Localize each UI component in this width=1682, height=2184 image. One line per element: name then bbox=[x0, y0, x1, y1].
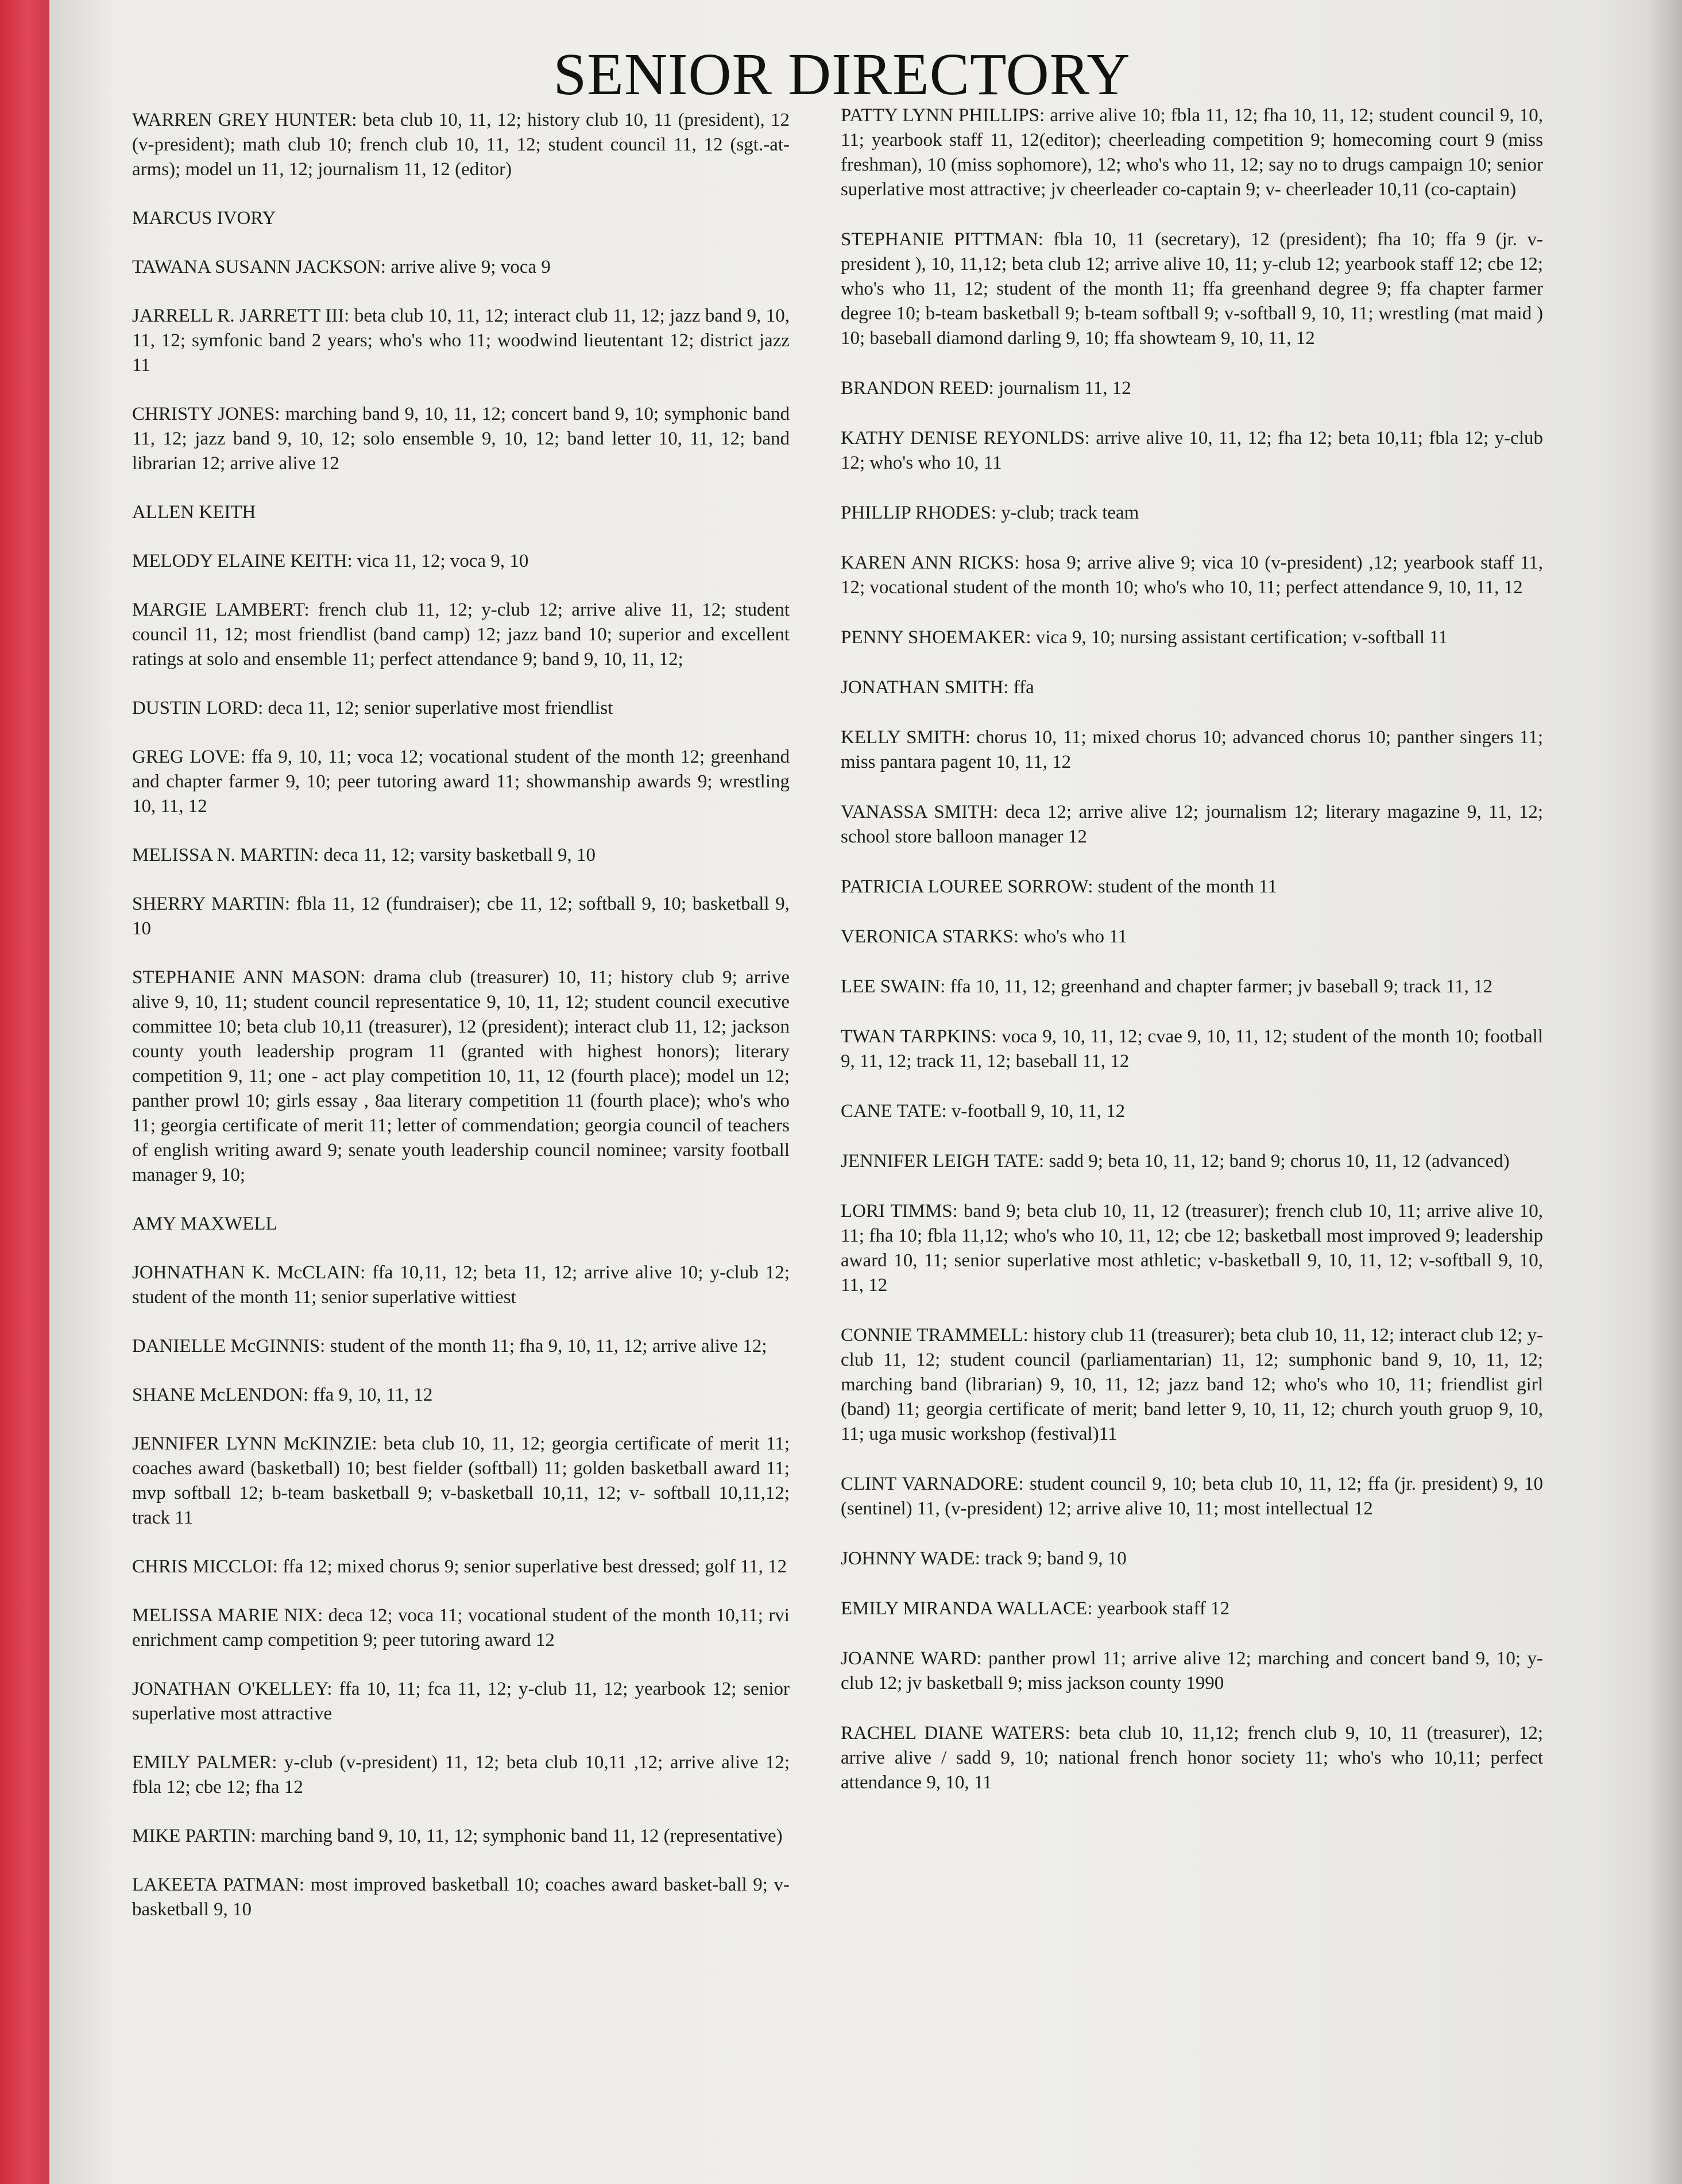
senior-entry bbox=[841, 725, 1543, 775]
senior-entry bbox=[841, 501, 1543, 525]
senior-name: ALLEN KEITH bbox=[132, 502, 256, 523]
senior-entry bbox=[132, 1383, 790, 1408]
senior-activities: ffa 9, 10, 11, 12 bbox=[308, 1385, 433, 1405]
senior-activities: yearbook staff 12 bbox=[1092, 1598, 1230, 1619]
senior-name: STEPHANIE PITTMAN: bbox=[841, 229, 1043, 250]
senior-name: KELLY SMITH: bbox=[841, 727, 970, 748]
senior-activities: ffa 9, 10, 11; voca 12; vocational student of the month 12; greenhand and chapter farmer 9, 10; peer tutoring award 11; showmanship awards 9; wrestling 10, 11, 12 bbox=[132, 747, 790, 817]
senior-activities: v-football 9, 10, 11, 12 bbox=[946, 1101, 1126, 1122]
senior-entry bbox=[841, 1472, 1543, 1521]
senior-activities: y-club (v-president) 11, 12; beta club 10,11 ,12; arrive alive 12; fbla 12; cbe 12; fha 12 bbox=[132, 1752, 790, 1798]
senior-name: TWAN TARPKINS: bbox=[841, 1026, 997, 1047]
senior-activities: beta club 10, 11, 12; history club 10, 11 (president), 12 (v-president); math club 10; french club 10, 11, 12; student council 11, 12 (sgt.-at-arms); model un 11, 12; journalism 11, 12 (editor) bbox=[132, 110, 790, 180]
senior-activities: student of the month 11; fha 9, 10, 11, 12; arrive alive 12; bbox=[325, 1336, 767, 1356]
senior-name: MARCUS IVORY bbox=[132, 208, 276, 229]
senior-entry bbox=[132, 843, 790, 868]
senior-entry bbox=[841, 625, 1543, 650]
senior-entry bbox=[841, 551, 1543, 600]
senior-activities: hosa 9; arrive alive 9; vica 10 (v-president) ,12; yearbook staff 11, 12; vocational student of the month 10; who's who 10, 11; perfect attendance 9, 10, 11, 12 bbox=[841, 552, 1543, 598]
senior-entry bbox=[132, 1677, 790, 1726]
senior-activities: beta club 10, 11,12; french club 9, 10, 11 (treasurer), 12; arrive alive / sadd 9, 10; national french honor society 11; who's who 10,11; perfect attendance 9, 10, 11 bbox=[841, 1723, 1543, 1793]
senior-name: WARREN GREY HUNTER: bbox=[132, 110, 357, 130]
yearbook-page bbox=[49, 0, 1682, 2184]
senior-activities: y-club; track team bbox=[996, 502, 1139, 523]
senior-entry bbox=[132, 745, 790, 819]
right-column bbox=[841, 103, 1543, 1820]
senior-entry bbox=[132, 1750, 790, 1800]
senior-activities: ffa 10,11, 12; beta 11, 12; arrive alive 10; y-club 12; student of the month 11; senior superlative wittiest bbox=[132, 1262, 790, 1308]
senior-entry bbox=[841, 1025, 1543, 1074]
senior-entry bbox=[841, 1721, 1543, 1795]
page-title: SENIOR DIRECTORY bbox=[553, 41, 1131, 107]
senior-name: JONATHAN O'KELLEY: bbox=[132, 1679, 332, 1699]
senior-entry bbox=[841, 925, 1543, 949]
senior-entry bbox=[132, 108, 790, 182]
senior-entry bbox=[841, 1099, 1543, 1124]
senior-entry bbox=[132, 549, 790, 574]
senior-activities: deca 11, 12; senior superlative most friendlist bbox=[263, 698, 613, 718]
senior-name: JENNIFER LYNN McKINZIE: bbox=[132, 1433, 377, 1454]
senior-activities: ffa 10, 11, 12; greenhand and chapter farmer; jv baseball 9; track 11, 12 bbox=[945, 976, 1493, 997]
senior-name: CANE TATE: bbox=[841, 1101, 947, 1122]
senior-name: JOHNATHAN K. McCLAIN: bbox=[132, 1262, 366, 1283]
senior-name: PATRICIA LOUREE SORROW: bbox=[841, 876, 1093, 897]
senior-name: LEE SWAIN: bbox=[841, 976, 946, 997]
senior-entry bbox=[132, 304, 790, 378]
senior-activities: vica 11, 12; voca 9, 10 bbox=[352, 551, 529, 571]
senior-entry bbox=[841, 1646, 1543, 1696]
senior-entry bbox=[841, 975, 1543, 999]
senior-activities: arrive alive 10; fbla 11, 12; fha 10, 11, 12; student council 9, 10, 11; yearbook staff 11, 12(editor); cheerleading competition 9; homecoming court 9 (miss freshman), 10 (miss sophomore), 12; who's who 11, 12; say no to drugs campaign 10; senior superlative most attractive; jv cheerleader co-captain 9; v- cheerleader 10,11 (co-captain) bbox=[841, 105, 1543, 200]
senior-name: EMILY PALMER: bbox=[132, 1752, 277, 1773]
senior-name: JONATHAN SMITH: bbox=[841, 677, 1009, 698]
senior-activities: sadd 9; beta 10, 11, 12; band 9; chorus 10, 11, 12 (advanced) bbox=[1044, 1151, 1510, 1172]
senior-name: DUSTIN LORD: bbox=[132, 698, 264, 718]
senior-name: DANIELLE McGINNIS: bbox=[132, 1336, 326, 1356]
senior-name: EMILY MIRANDA WALLACE: bbox=[841, 1598, 1093, 1619]
senior-name: PENNY SHOEMAKER: bbox=[841, 627, 1031, 648]
senior-activities: most improved basketball 10; coaches award basket-ball 9; v-basketball 9, 10 bbox=[132, 1874, 790, 1920]
senior-activities: ffa 10, 11; fca 11, 12; y-club 11, 12; yearbook 12; senior superlative most attractive bbox=[132, 1679, 790, 1724]
senior-entry bbox=[841, 675, 1543, 700]
senior-name: JOANNE WARD: bbox=[841, 1648, 982, 1669]
senior-name: MARGIE LAMBERT: bbox=[132, 600, 310, 620]
senior-activities: fbla 10, 11 (secretary), 12 (president); fha 10; ffa 9 (jr. v-president ), 10, 11,12; beta club 12; arrive alive 10, 11; y-club 12; yearbook staff 12; cbe 12; who's who 11, 12; student of the month 11; ffa greenhand degree 9; ffa chapter farmer degree 10; b-team basketball 9; b-team softball 9; v-softball 9, 10, 11; wrestling (mat maid ) 10; baseball diamond darling 9, 10; ffa showteam 9, 10, 11, 12 bbox=[841, 229, 1543, 349]
page-edge-shadow bbox=[1648, 0, 1682, 2184]
senior-entry bbox=[132, 696, 790, 721]
senior-entry bbox=[132, 206, 790, 231]
senior-name: STEPHANIE ANN MASON: bbox=[132, 967, 366, 988]
senior-name: CHRISTY JONES: bbox=[132, 404, 280, 424]
senior-activities: track 9; band 9, 10 bbox=[980, 1548, 1127, 1569]
senior-name: SHERRY MARTIN: bbox=[132, 894, 291, 914]
senior-activities: fbla 11, 12 (fundraiser); cbe 11, 12; softball 9, 10; basketball 9, 10 bbox=[132, 894, 790, 939]
senior-entry bbox=[841, 800, 1543, 849]
senior-name: RACHEL DIANE WATERS: bbox=[841, 1723, 1070, 1744]
left-column bbox=[132, 108, 790, 1946]
senior-activities: arrive alive 10, 11, 12; fha 12; beta 10,11; fbla 12; y-club 12; who's who 10, 11 bbox=[841, 428, 1543, 473]
senior-activities: student council 9, 10; beta club 10, 11, 12; ffa (jr. president) 9, 10 (sentinel) 11, (v-president) 12; arrive alive 10, 11; most intellectual 12 bbox=[841, 1474, 1543, 1519]
senior-name: MIKE PARTIN: bbox=[132, 1826, 256, 1846]
senior-name: GREG LOVE: bbox=[132, 747, 246, 767]
senior-name: SHANE McLENDON: bbox=[132, 1385, 309, 1405]
senior-entry bbox=[132, 892, 790, 941]
senior-entry bbox=[132, 598, 790, 672]
senior-entry bbox=[132, 1555, 790, 1579]
senior-name: PATTY LYNN PHILLIPS: bbox=[841, 105, 1045, 126]
senior-entry bbox=[132, 1873, 790, 1922]
senior-activities: panther prowl 11; arrive alive 12; marching and concert band 9, 10; y-club 12; jv basketball 9; miss jackson county 1990 bbox=[841, 1648, 1544, 1694]
senior-entry bbox=[841, 1149, 1543, 1174]
senior-entry bbox=[841, 376, 1543, 401]
senior-entry bbox=[132, 1432, 790, 1530]
senior-entry bbox=[132, 1603, 790, 1653]
senior-activities: ffa bbox=[1008, 677, 1034, 698]
senior-activities: chorus 10, 11; mixed chorus 10; advanced chorus 10; panther singers 11; miss pantara pagent 10, 11, 12 bbox=[841, 727, 1543, 772]
senior-name: JARRELL R. JARRETT III: bbox=[132, 306, 350, 326]
senior-name: KATHY DENISE REYONLDS: bbox=[841, 428, 1090, 449]
senior-entry bbox=[841, 1323, 1543, 1447]
senior-activities: deca 11, 12; varsity basketball 9, 10 bbox=[319, 845, 596, 865]
senior-entry bbox=[841, 1547, 1543, 1571]
senior-activities: deca 12; arrive alive 12; journalism 12; literary magazine 9, 11, 12; school store balloon manager 12 bbox=[841, 802, 1543, 847]
senior-name: AMY MAXWELL bbox=[132, 1213, 277, 1234]
senior-entry bbox=[132, 1824, 790, 1849]
senior-entry bbox=[841, 227, 1543, 351]
senior-name: JOHNNY WADE: bbox=[841, 1548, 980, 1569]
senior-activities: drama club (treasurer) 10, 11; history club 9; arrive alive 9, 10, 11; student council representatice 9, 10, 11, 12; student council executive committee 10; beta club 10,11 (treasurer), 12 (president); interact club 11, 12; jackson county youth leadership program 11 (granted with highest honors); literary competition 9, 11; one - act play competition 10, 11, 12 (fourth place); model un 12; panther prowl 10; girls essay , 8aa literary competition 11 (fourth place); who's who 11; georgia certificate of merit 11; letter of commendation; georgia council of teachers of english writing award 9; senate youth leadership council nominee; varsity football manager 9, 10; bbox=[132, 967, 790, 1185]
senior-activities: ffa 12; mixed chorus 9; senior superlative best dressed; golf 11, 12 bbox=[277, 1556, 787, 1577]
senior-name: CONNIE TRAMMELL: bbox=[841, 1325, 1028, 1346]
senior-activities: marching band 9, 10, 11, 12; concert band 9, 10; symphonic band 11, 12; jazz band 9, 10, 12; solo ensemble 9, 10, 12; band letter 10, 11, 12; band librarian 12; arrive alive 12 bbox=[132, 404, 790, 474]
senior-entry bbox=[132, 1334, 790, 1359]
senior-activities: student of the month 11 bbox=[1093, 876, 1277, 897]
senior-name: VANASSA SMITH: bbox=[841, 802, 999, 822]
senior-entry bbox=[841, 875, 1543, 899]
senior-activities: band 9; beta club 10, 11, 12 (treasurer); french club 10, 11; arrive alive 10, 11; fha 10; fbla 11,12; who's who 10, 11, 12; cbe 12; basketball most improved 9; leadership award 10, 11; senior superlative most athletic; v-basketball 9, 10, 11, 12; v-softball 9, 10, 11, 12 bbox=[841, 1201, 1543, 1296]
senior-name: PHILLIP RHODES: bbox=[841, 502, 997, 523]
senior-entry bbox=[132, 255, 790, 280]
senior-activities: deca 12; voca 11; vocational student of the month 10,11; rvi enrichment camp competition 9; peer tutoring award 12 bbox=[132, 1605, 790, 1650]
senior-name: VERONICA STARKS: bbox=[841, 926, 1019, 947]
senior-name: CHRIS MICCLOI: bbox=[132, 1556, 278, 1577]
senior-activities: journalism 11, 12 bbox=[993, 378, 1131, 399]
senior-name: LAKEETA PATMAN: bbox=[132, 1874, 305, 1895]
senior-activities: french club 11, 12; y-club 12; arrive alive 11, 12; student council 11, 12; most friendlist (band camp) 12; jazz band 10; superior and excellent ratings at solo and ensemble 11; perfect attendance 9; band 9, 10, 11, 12; bbox=[132, 600, 790, 670]
senior-name: TAWANA SUSANN JACKSON: bbox=[132, 257, 386, 277]
senior-entry bbox=[132, 500, 790, 525]
senior-name: CLINT VARNADORE: bbox=[841, 1474, 1024, 1494]
red-binding-edge bbox=[0, 0, 49, 2184]
senior-activities: vica 9, 10; nursing assistant certification; v-softball 11 bbox=[1031, 627, 1448, 648]
senior-activities: who's who 11 bbox=[1019, 926, 1127, 947]
senior-name: MELISSA MARIE NIX: bbox=[132, 1605, 323, 1626]
senior-activities: marching band 9, 10, 11, 12; symphonic band 11, 12 (representative) bbox=[256, 1826, 783, 1846]
senior-entry bbox=[132, 402, 790, 476]
senior-name: MELODY ELAINE KEITH: bbox=[132, 551, 353, 571]
senior-entry bbox=[841, 1597, 1543, 1621]
senior-entry bbox=[841, 103, 1543, 202]
senior-activities: history club 11 (treasurer); beta club 10, 11, 12; interact club 12; y-club 11, 12; student council (parliamentarian) 11, 12; sumphonic band 9, 10, 11, 12; marching band (librarian) 9, 10, 11, 12; jazz band 12; who's who 10, 11; friendlist girl (band) 11; georgia certificate of merit; band letter 9, 10, 11, 12; church youth gruop 9, 10, 11; uga music workshop (festival)11 bbox=[841, 1325, 1543, 1444]
senior-entry bbox=[841, 1199, 1543, 1298]
senior-entry bbox=[132, 1212, 790, 1236]
senior-activities: beta club 10, 11, 12; interact club 11, 12; jazz band 9, 10, 11, 12; symfonic band 2 years; who's who 11; woodwind lieutentant 12; district jazz 11 bbox=[132, 306, 790, 376]
senior-activities: arrive alive 9; voca 9 bbox=[386, 257, 551, 277]
senior-name: KAREN ANN RICKS: bbox=[841, 552, 1020, 573]
senior-entry bbox=[132, 965, 790, 1188]
senior-entry bbox=[841, 426, 1543, 476]
senior-name: MELISSA N. MARTIN: bbox=[132, 845, 319, 865]
senior-name: BRANDON REED: bbox=[841, 378, 994, 399]
senior-name: LORI TIMMS: bbox=[841, 1201, 958, 1222]
senior-entry bbox=[132, 1261, 790, 1310]
senior-activities: voca 9, 10, 11, 12; cvae 9, 10, 11, 12; student of the month 10; football 9, 11, 12; track 11, 12; baseball 11, 12 bbox=[841, 1026, 1543, 1072]
senior-name: JENNIFER LEIGH TATE: bbox=[841, 1151, 1045, 1172]
senior-activities: beta club 10, 11, 12; georgia certificate of merit 11; coaches award (basketball) 10; best fielder (softball) 11; golden basketball award 11; mvp softball 12; b-team basketball 9; v-basketball 10,11, 12; v- softball 10,11,12; track 11 bbox=[132, 1433, 790, 1528]
